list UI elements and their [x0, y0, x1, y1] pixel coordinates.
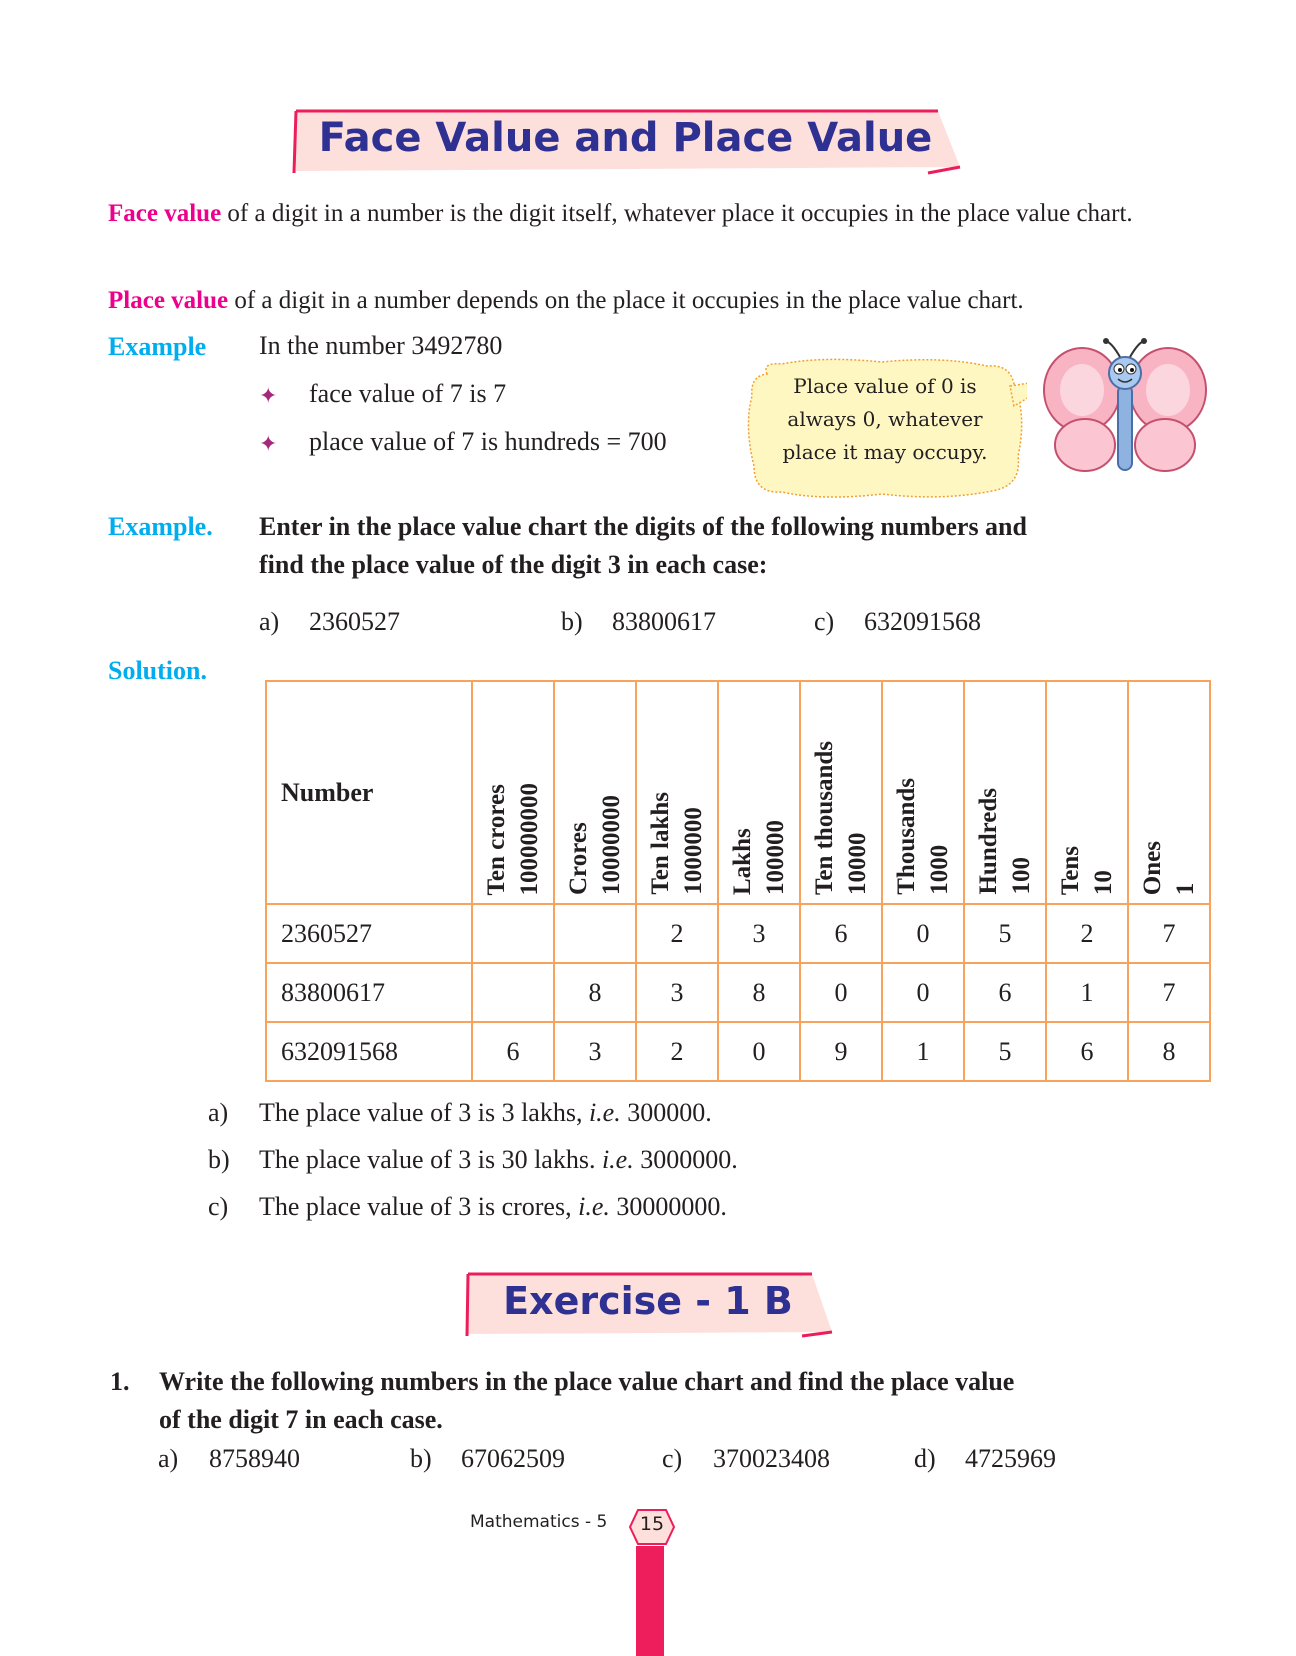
table-row	[266, 963, 1210, 1022]
column-name: Ones	[1139, 840, 1166, 895]
exercise-option-c-value: 370023408	[713, 1444, 830, 1473]
digit-cell	[472, 963, 554, 1022]
column-name: Crores	[565, 822, 592, 895]
exercise-option-a-letter: a)	[158, 1444, 179, 1473]
digit-cell: 6	[1046, 1022, 1128, 1081]
option-c-value: 632091568	[864, 607, 981, 636]
digit-cell: 3	[554, 1022, 636, 1081]
star-bullet-icon: ✦	[259, 383, 278, 408]
digit-cell: 5	[964, 1022, 1046, 1081]
column-name: Lakhs	[729, 828, 756, 895]
digit-cell: 6	[800, 904, 882, 963]
option-a-value: 2360527	[309, 607, 400, 636]
place-value-term: Place value	[108, 287, 229, 314]
exercise-option-b-value: 67062509	[461, 1444, 565, 1473]
digit-cell: 0	[882, 963, 964, 1022]
table-row	[266, 1022, 1210, 1081]
column-value: 10000	[844, 832, 871, 895]
title-banner	[288, 105, 963, 177]
column-name: Ten crores	[483, 783, 510, 895]
column-name: Ten lakhs	[647, 792, 674, 895]
example2-question	[259, 508, 1199, 584]
page-edge-bar	[636, 1546, 664, 1656]
exercise-title: Exercise - 1 B	[503, 1279, 793, 1323]
table-row	[266, 904, 1210, 963]
number-column-header: Number	[266, 681, 472, 904]
answer-b	[259, 1145, 738, 1175]
column-header	[964, 681, 1046, 904]
column-name: Thousands	[893, 778, 920, 895]
exercise-option-c-letter: c)	[662, 1444, 683, 1473]
exercise-option-d-letter: d)	[914, 1444, 936, 1473]
option-a-letter: a)	[259, 607, 280, 636]
bubble-text	[760, 370, 1010, 469]
answer-a-letter: a)	[208, 1098, 229, 1127]
number-cell: 83800617	[266, 963, 472, 1022]
exercise-number: 1.	[110, 1367, 130, 1396]
digit-cell: 0	[718, 1022, 800, 1081]
exercise-option-b-letter: b)	[410, 1444, 432, 1473]
example2-question-line-2: find the place value of the digit 3 in each case:	[259, 550, 768, 579]
table-header-row	[266, 681, 1210, 904]
column-header	[472, 681, 554, 904]
option-b-letter: b)	[561, 607, 583, 636]
column-header	[636, 681, 718, 904]
example2-question-line-1: Enter in the place value chart the digits of the following numbers and	[259, 512, 1027, 541]
digit-cell	[472, 904, 554, 963]
number-cell: 632091568	[266, 1022, 472, 1081]
digit-cell: 0	[882, 904, 964, 963]
digit-cell: 1	[882, 1022, 964, 1081]
option-b-value: 83800617	[612, 607, 716, 636]
column-value: 10000000	[598, 795, 625, 895]
exercise-question	[159, 1363, 1209, 1439]
example-label: Example	[108, 332, 207, 361]
page-title: Face Value and Place Value	[318, 115, 933, 161]
column-header	[554, 681, 636, 904]
place-value-definition	[108, 283, 1208, 319]
answer-b-ie: i.e.	[601, 1145, 634, 1174]
bubble-line-1: Place value of 0 is	[793, 374, 977, 398]
digit-cell: 3	[718, 904, 800, 963]
column-header	[800, 681, 882, 904]
column-value: 1000	[926, 845, 953, 895]
digit-cell: 6	[964, 963, 1046, 1022]
digit-cell: 6	[472, 1022, 554, 1081]
answer-a	[259, 1098, 712, 1128]
footer-book-title: Mathematics - 5	[470, 1512, 608, 1532]
bubble-line-3: place it may occupy.	[782, 440, 988, 464]
example-point-1: face value of 7 is 7	[309, 379, 507, 408]
exercise-question-line-1: Write the following numbers in the place value chart and find the place value	[159, 1367, 1015, 1396]
column-value: 10	[1090, 870, 1117, 895]
answer-c-after: 30000000.	[609, 1192, 727, 1221]
option-c-letter: c)	[814, 607, 835, 636]
column-value: 1000000	[680, 807, 707, 895]
answer-a-after: 300000.	[620, 1098, 712, 1127]
answer-a-ie: i.e.	[588, 1098, 621, 1127]
column-name: Hundreds	[975, 788, 1002, 895]
digit-cell: 8	[1128, 1022, 1210, 1081]
answer-a-before: The place value of 3 is 3 lakhs,	[259, 1098, 589, 1127]
exercise-option-a-value: 8758940	[209, 1444, 300, 1473]
answer-b-after: 3000000.	[633, 1145, 738, 1174]
number-cell: 2360527	[266, 904, 472, 963]
place-value-table	[265, 680, 1211, 1082]
digit-cell: 2	[636, 904, 718, 963]
place-value-text: of a digit in a number depends on the place it occupies in the place value chart.	[228, 287, 1024, 314]
answer-c-ie: i.e.	[578, 1192, 610, 1221]
column-value: 1	[1172, 882, 1199, 895]
butterfly-illustration	[1040, 335, 1210, 475]
digit-cell: 5	[964, 904, 1046, 963]
digit-cell: 2	[1046, 904, 1128, 963]
column-name: Tens	[1057, 845, 1084, 895]
column-name: Ten thousands	[811, 740, 838, 895]
example-point-2: place value of 7 is hundreds = 700	[309, 427, 667, 456]
bubble-line-2: always 0, whatever	[787, 407, 983, 431]
column-header	[718, 681, 800, 904]
page-number: 15	[639, 1513, 665, 1535]
face-value-term: Face value	[108, 200, 222, 227]
column-header	[1128, 681, 1210, 904]
column-value: 100000	[762, 820, 789, 895]
solution-label: Solution.	[108, 656, 207, 685]
exercise-option-d-value: 4725969	[965, 1444, 1056, 1473]
answer-b-before: The place value of 3 is 30 lakhs.	[259, 1145, 602, 1174]
digit-cell: 8	[554, 963, 636, 1022]
digit-cell: 8	[718, 963, 800, 1022]
example-intro: In the number 3492780	[259, 331, 503, 360]
digit-cell: 2	[636, 1022, 718, 1081]
digit-cell: 9	[800, 1022, 882, 1081]
answer-b-letter: b)	[208, 1145, 230, 1174]
exercise-question-line-2: of the digit 7 in each case.	[159, 1405, 443, 1434]
digit-cell: 1	[1046, 963, 1128, 1022]
digit-cell	[554, 904, 636, 963]
digit-cell: 7	[1128, 904, 1210, 963]
digit-cell: 0	[800, 963, 882, 1022]
exercise-banner	[462, 1268, 834, 1340]
example2-label: Example.	[108, 512, 213, 541]
digit-cell: 3	[636, 963, 718, 1022]
answer-c	[259, 1192, 727, 1222]
column-header	[882, 681, 964, 904]
face-value-text: of a digit in a number is the digit itself, whatever place it occupies in the place value chart.	[221, 200, 1133, 227]
face-value-definition	[108, 196, 1198, 232]
column-value: 100000000	[516, 782, 543, 895]
column-header	[1046, 681, 1128, 904]
answer-c-before: The place value of 3 is crores,	[259, 1192, 579, 1221]
column-value: 100	[1008, 857, 1035, 895]
star-bullet-icon: ✦	[259, 431, 278, 456]
digit-cell: 7	[1128, 963, 1210, 1022]
answer-c-letter: c)	[208, 1192, 229, 1221]
